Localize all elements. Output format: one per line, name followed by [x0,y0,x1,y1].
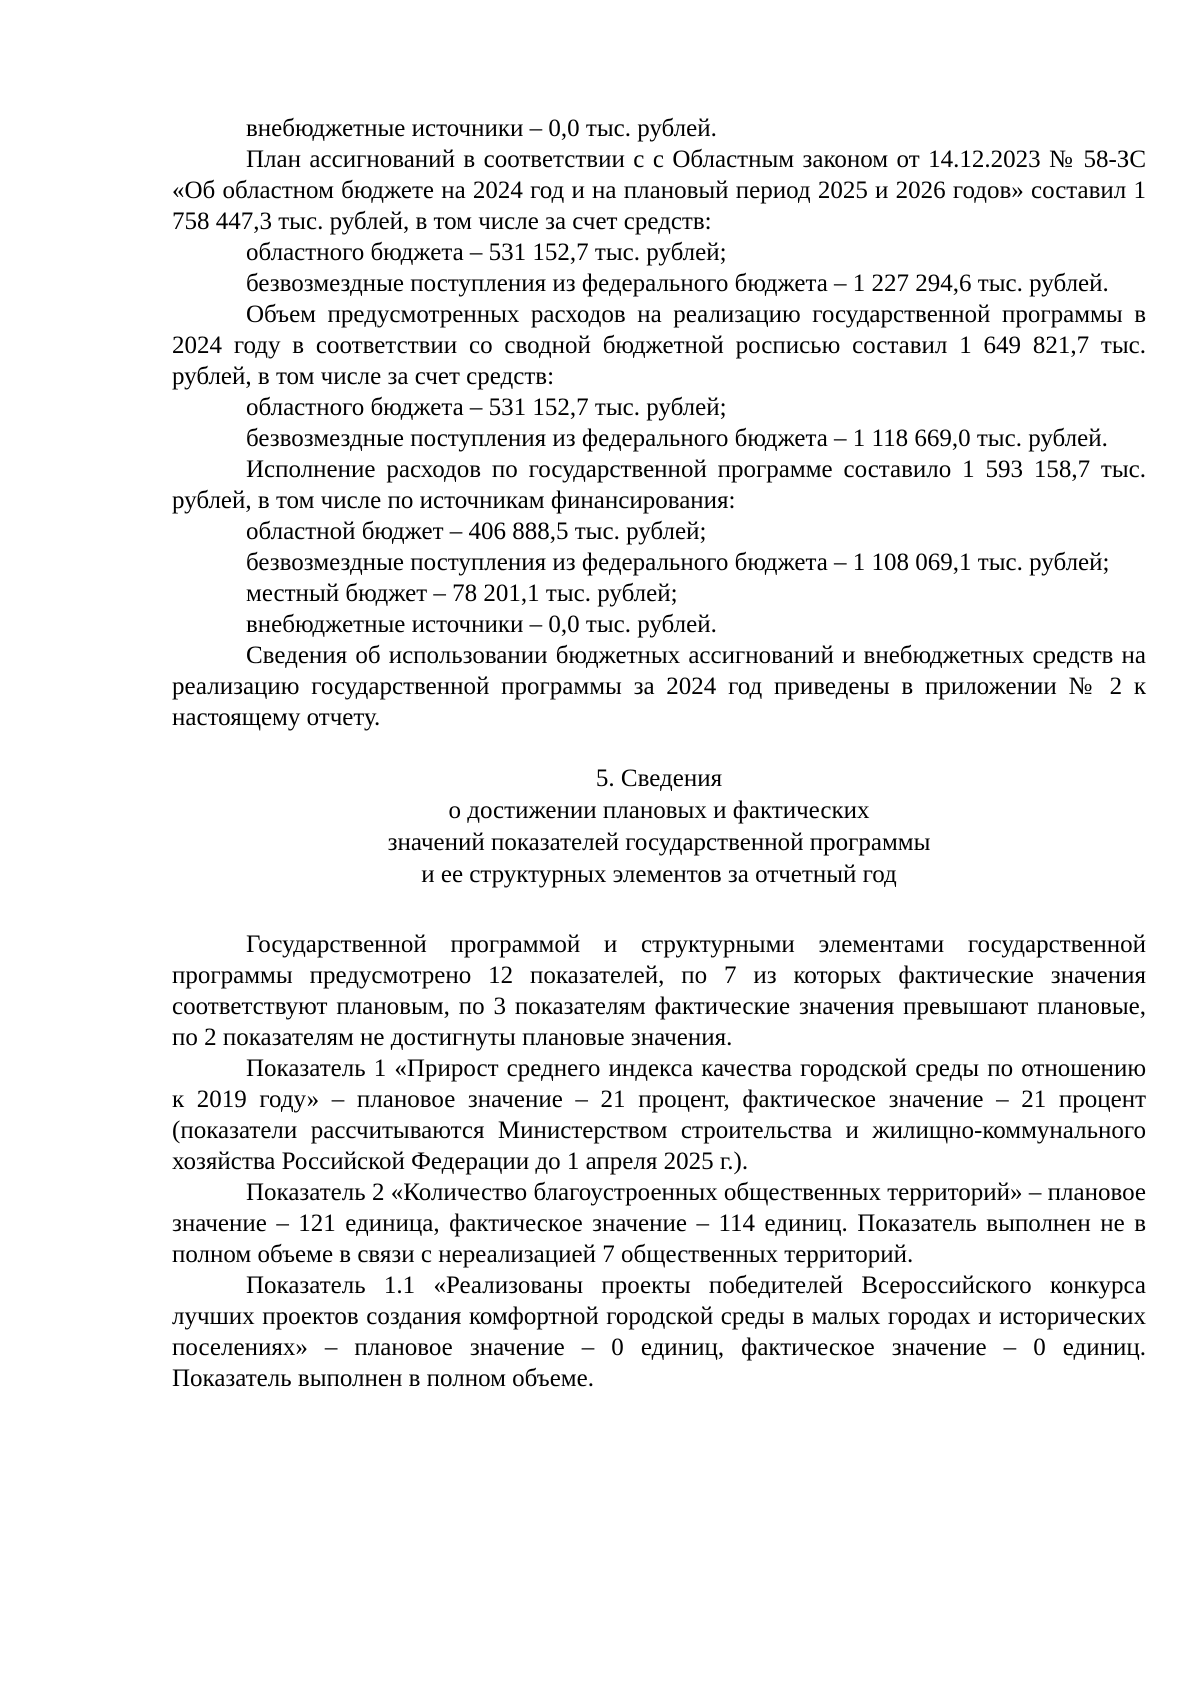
plan-regional-line: областного бюджета – 531 152,7 тыс. рублей; [246,239,727,266]
section-heading-line-3: значений показателей государственной программы [387,829,931,856]
execution-regional-line: областной бюджет – 406 888,5 тыс. рублей; [246,518,707,545]
section-heading-line-2: о достижении плановых и фактических [448,797,870,824]
volume-paragraph: Объем предусмотренных расходов на реализацию государственной программы в 2024 году в соответствии со сводной бюджетной росписью составил 1 649 821,7 тыс. рублей, в том числе за счет средств: [172,301,1146,390]
document-page [172,113,1146,1394]
section-heading [172,763,1146,891]
volume-regional-line: областного бюджета – 531 152,7 тыс. рублей; [246,394,727,421]
appendix-note: Сведения об использовании бюджетных ассигнований и внебюджетных средств на реализацию государственной программы за 2024 год приведены в приложении № 2 к настоящему отчету. [172,642,1146,731]
execution-paragraph: Исполнение расходов по государственной программе составило 1 593 158,7 тыс. рублей, в том числе по источникам финансирования: [172,456,1146,514]
section-heading-line-4: и ее структурных элементов за отчетный год [421,861,897,888]
indicator-1-1-paragraph: Показатель 1.1 «Реализованы проекты победителей Всероссийского конкурса лучших проектов создания комфортной городской среды в малых городах и исторических поселениях» – плановое значение – 0 единиц, фактическое значение – 0 единиц. Показатель выполнен в полном объеме. [172,1272,1146,1392]
execution-local-line: местный бюджет – 78 201,1 тыс. рублей; [246,580,678,607]
volume-federal-line: безвозмездные поступления из федерального бюджета – 1 118 669,0 тыс. рублей. [246,425,1108,452]
indicator-1-paragraph: Показатель 1 «Прирост среднего индекса качества городской среды по отношению к 2019 году» – плановое значение – 21 процент, фактическое значение – 21 процент (показатели рассчитываются Министерством строительства и жилищно-коммунального хозяйства Российской Федерации до 1 апреля 2025 г.). [172,1055,1146,1175]
plan-federal-line: безвозмездные поступления из федерального бюджета – 1 227 294,6 тыс. рублей. [246,270,1109,297]
indicator-2-paragraph: Показатель 2 «Количество благоустроенных общественных территорий» – плановое значение – 121 единица, фактическое значение – 114 единиц. Показатель выполнен не в полном объеме в связи с нереализацией 7 общественных территорий. [172,1179,1146,1268]
extrabudget-line: внебюджетные источники – 0,0 тыс. рублей. [246,115,717,142]
plan-paragraph: План ассигнований в соответствии с с Областным законом от 14.12.2023 № 58-ЗС «Об областном бюджете на 2024 год и на плановый период 2025 и 2026 годов» составил 1 758 447,3 тыс. рублей, в том числе за счет средств: [172,146,1146,235]
execution-federal-line: безвозмездные поступления из федерального бюджета – 1 108 069,1 тыс. рублей; [246,549,1110,576]
indicators-intro: Государственной программой и структурными элементами государственной программы предусмотрено 12 показателей, по 7 из которых фактические значения соответствуют плановым, по 3 показателям фактические значения превышают плановые, по 2 показателям не достигнуты плановые значения. [172,931,1146,1051]
execution-extrabudget-line: внебюджетные источники – 0,0 тыс. рублей. [246,611,717,638]
section-heading-line-1: 5. Сведения [595,765,723,792]
